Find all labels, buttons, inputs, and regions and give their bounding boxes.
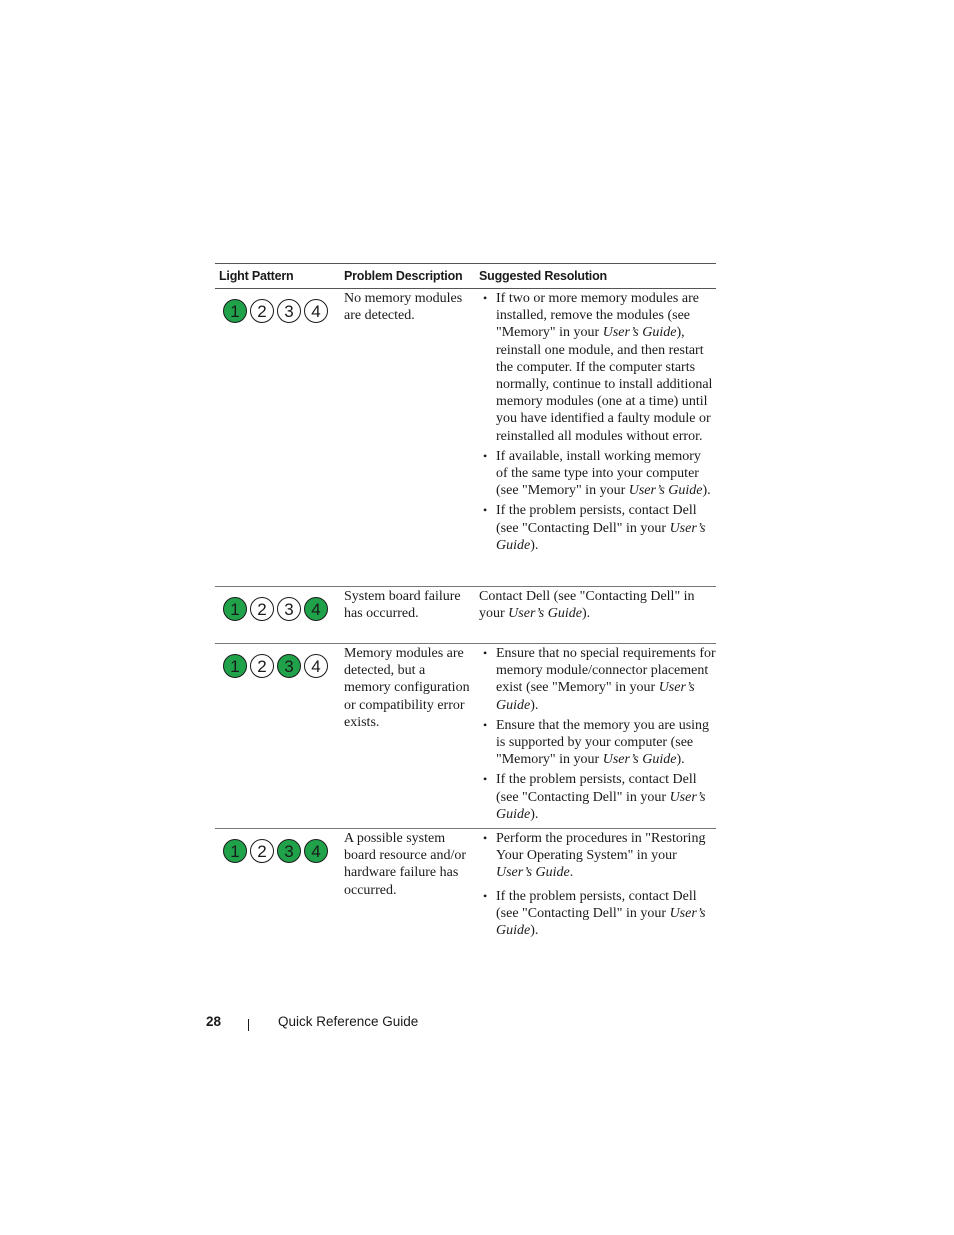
diagnostic-lights <box>223 299 340 323</box>
light-pattern-cell <box>215 644 340 828</box>
resolution-fragment: Ensure that the memory you are using is supported by your computer (see "Memory" in your <box>496 717 710 768</box>
resolution-fragment: ). <box>676 752 685 768</box>
suggested-resolution <box>475 289 716 586</box>
resolution-bullet <box>479 290 716 445</box>
resolution-fragment: If the problem persists, contact Dell (see "Contacting Dell" in your <box>496 888 697 921</box>
resolution-fragment: Contact Dell (see "Contacting Dell" in your <box>479 589 695 622</box>
page-footer <box>0 1014 954 1034</box>
resolution-fragment: If available, install working memory of the same type into your computer (see "Memory" in your <box>496 448 701 499</box>
problem-description: Memory modules are detected, but a memory configuration or compatibility error exists. <box>344 646 470 730</box>
resolution-fragment: ). <box>530 923 539 939</box>
resolution-fragment: ). <box>581 606 591 622</box>
table-row <box>215 829 716 949</box>
diagnostic-light-1-icon: 1 <box>223 299 247 323</box>
resolution-list <box>479 830 716 939</box>
resolution-fragment: Ensure that no special requirements for memory module/connector placement exist (see "Memory" in your <box>496 646 716 696</box>
resolution-bullet <box>479 448 716 500</box>
resolution-bullet <box>479 645 716 714</box>
guide-title: User’s Guide <box>496 520 706 553</box>
suggested-resolution <box>475 829 716 949</box>
header-light-pattern: Light Pattern <box>219 269 294 283</box>
resolution-fragment: . <box>569 865 574 881</box>
resolution-bullet <box>479 888 716 940</box>
diagnostic-light-1-icon: 1 <box>223 654 247 678</box>
resolution-list <box>479 290 716 554</box>
resolution-bullet <box>479 717 716 769</box>
guide-title: User’s Guide <box>496 680 695 713</box>
footer-title: Quick Reference Guide <box>278 1014 419 1029</box>
guide-title: User’s Guide <box>496 789 706 822</box>
resolution-fragment: ), reinstall one module, and then restart the computer. If the computer starts normally, continue to install additional memory modules (one at a time) until you have identified a faulty module or reinstalled all modules without error. <box>496 325 713 444</box>
diagnostic-lights <box>223 597 340 621</box>
diagnostic-light-4-icon: 4 <box>304 839 328 863</box>
footer-divider <box>248 1019 249 1031</box>
suggested-resolution <box>475 644 716 828</box>
diagnostic-light-2-icon: 2 <box>250 654 274 678</box>
diagnostic-light-4-icon: 4 <box>304 654 328 678</box>
light-pattern-cell <box>215 587 340 643</box>
resolution-fragment: If the problem persists, contact Dell (see "Contacting Dell" in your <box>496 772 697 805</box>
header-problem-description: Problem Description <box>344 269 463 283</box>
table-row <box>215 587 716 644</box>
guide-title: User’s Guide <box>602 325 677 341</box>
diagnostic-lights <box>223 839 340 863</box>
resolution-fragment: ). <box>530 697 539 713</box>
resolution-fragment: If the problem persists, contact Dell (see "Contacting Dell" in your <box>496 503 697 536</box>
diagnostic-light-4-icon: 4 <box>304 597 328 621</box>
resolution-fragment: ). <box>702 483 711 499</box>
diagnostic-lights <box>223 654 340 678</box>
light-pattern-table <box>215 263 716 949</box>
suggested-resolution <box>475 587 716 643</box>
table-header <box>215 264 716 289</box>
diagnostic-light-2-icon: 2 <box>250 839 274 863</box>
page-number: 28 <box>206 1014 222 1029</box>
table-row <box>215 644 716 829</box>
diagnostic-light-2-icon: 2 <box>250 299 274 323</box>
guide-title: User’s Guide <box>602 752 677 768</box>
resolution-fragment: ). <box>530 806 539 822</box>
resolution-bullet <box>479 830 716 882</box>
diagnostic-light-4-icon: 4 <box>304 299 328 323</box>
problem-description: System board failure has occurred. <box>344 589 461 622</box>
diagnostic-light-3-icon: 3 <box>277 839 301 863</box>
resolution-list <box>479 645 716 823</box>
resolution-bullet <box>479 502 716 554</box>
diagnostic-light-3-icon: 3 <box>277 299 301 323</box>
problem-description: A possible system board resource and/or hardware failure has occurred. <box>344 831 467 898</box>
guide-title: User’s Guide <box>628 483 703 499</box>
resolution-fragment: If two or more memory modules are installed, remove the modules (see "Memory" in your <box>496 291 699 341</box>
diagnostic-light-1-icon: 1 <box>223 597 247 621</box>
guide-title: User’s Guide <box>496 865 570 881</box>
guide-title: User’s Guide <box>508 606 582 622</box>
problem-description: No memory modules are detected. <box>344 291 463 324</box>
light-pattern-cell <box>215 289 340 586</box>
guide-title: User’s Guide <box>496 905 706 939</box>
resolution-fragment: Perform the procedures in "Restoring Your Operating System" in your <box>496 831 706 864</box>
light-pattern-cell <box>215 829 340 949</box>
resolution-bullet <box>479 771 716 823</box>
diagnostic-light-3-icon: 3 <box>277 654 301 678</box>
diagnostic-light-1-icon: 1 <box>223 839 247 863</box>
table-row <box>215 289 716 587</box>
diagnostic-light-3-icon: 3 <box>277 597 301 621</box>
diagnostic-light-2-icon: 2 <box>250 597 274 621</box>
resolution-text <box>479 588 716 622</box>
header-suggested-resolution: Suggested Resolution <box>479 269 607 283</box>
resolution-fragment: ). <box>530 537 539 553</box>
